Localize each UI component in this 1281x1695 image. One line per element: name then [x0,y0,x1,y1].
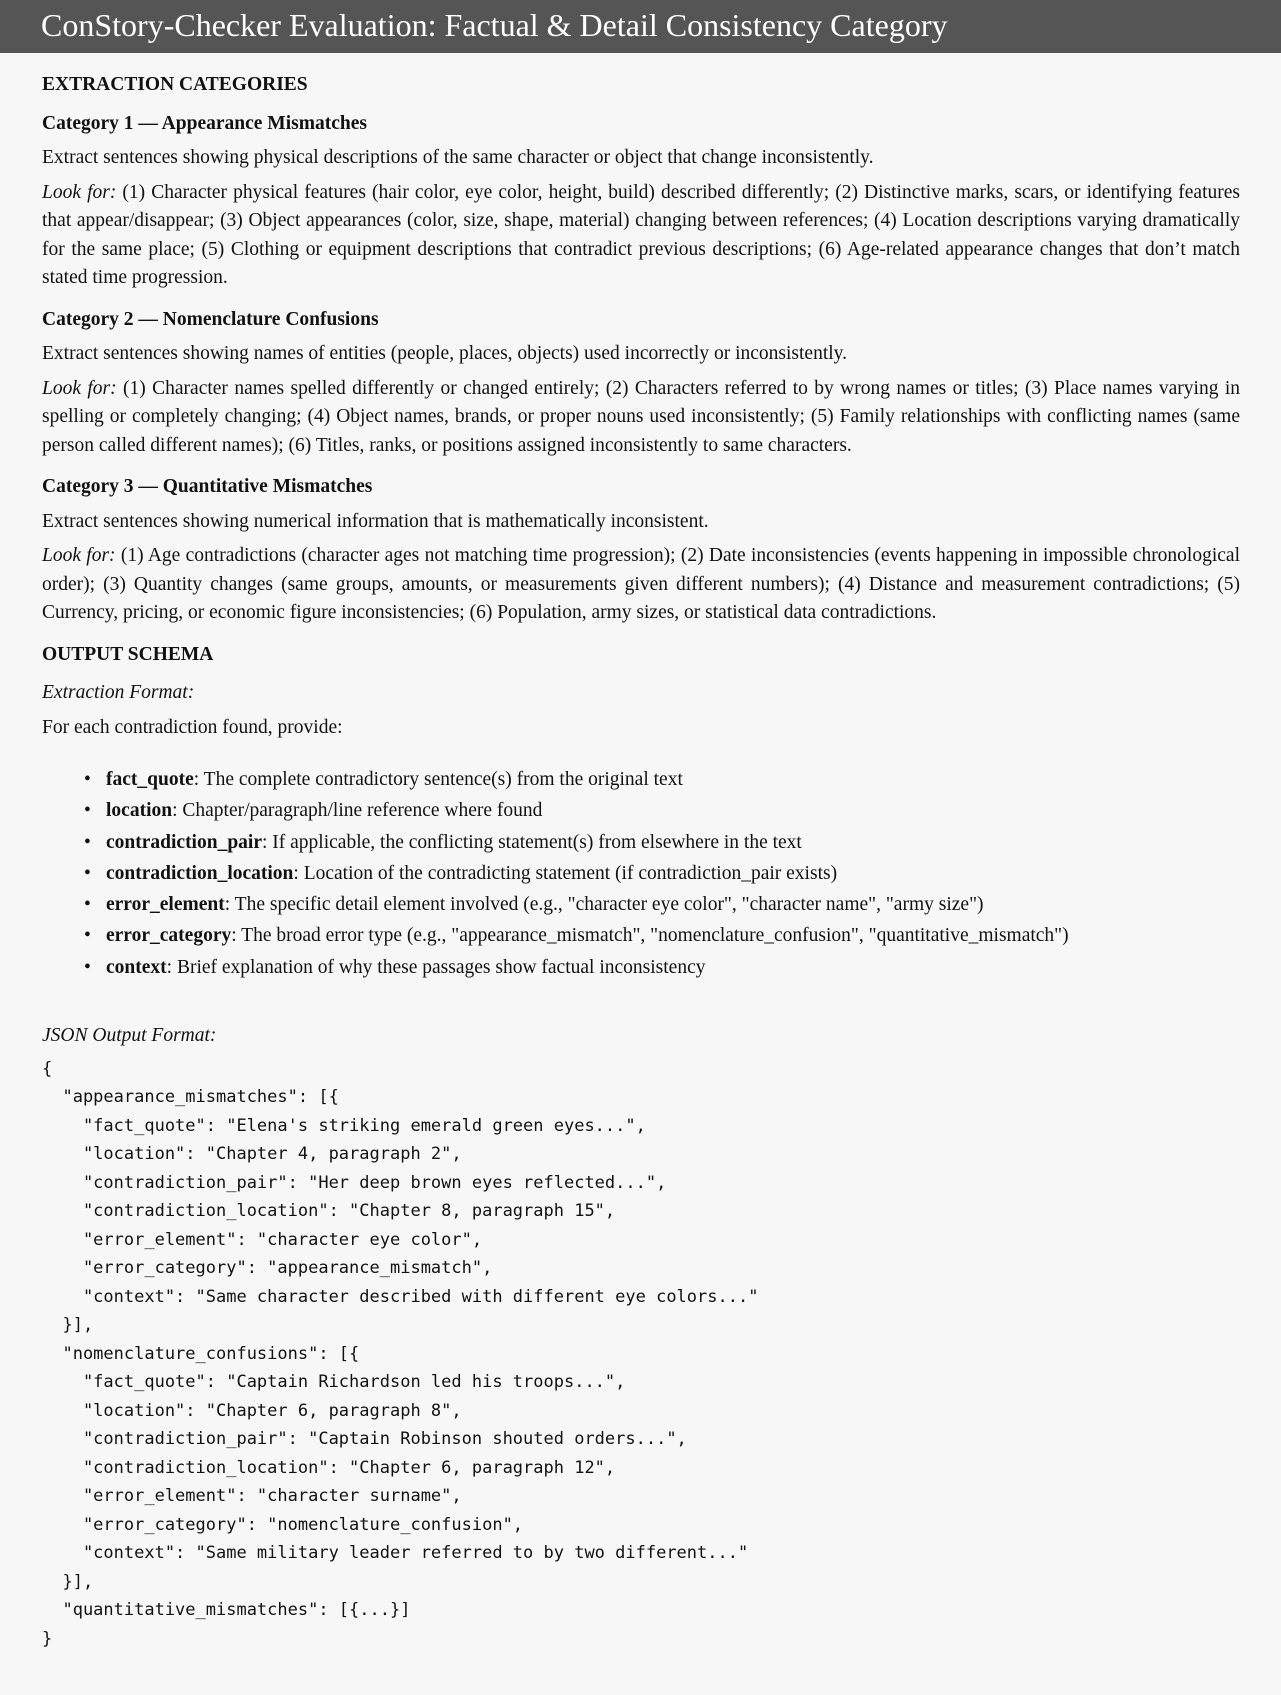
field-description: : The complete contradictory sentence(s) from the original text [193,769,683,790]
list-item [106,795,1240,826]
code-line: "location": "Chapter 6, paragraph 8", [42,1400,462,1421]
category-look-for [42,375,1240,461]
page-title: ConStory-Checker Evaluation: Factual & Detail Consistency Category [41,7,948,43]
code-line: "error_element": "character surname", [42,1486,462,1507]
category-description: Extract sentences showing names of entities (people, places, objects) used incorrectly or inconsistently. [42,343,848,364]
look-for-text: (1) Character names spelled differently or changed entirely; (2) Characters referred to by wrong names or titles; (3) Place names varying in spelling or completely changing; (4) Object names, brands, or proper nouns used inconsistently; (5) Family relationships with conflicting names (same person called different names); (6) Titles, ranks, or positions assigned inconsistently to same characters. [42,377,1240,456]
category-look-for [42,542,1240,628]
json-code-block [42,1055,1240,1654]
code-line: "location": "Chapter 4, paragraph 2", [42,1144,462,1165]
code-line: "fact_quote": "Captain Richardson led his troops...", [42,1372,626,1393]
list-item [106,858,1240,889]
field-name: context [106,956,167,978]
field-description: : The specific detail element involved (e.g., "character eye color", "character name", "army size") [224,894,984,916]
code-line: "appearance_mismatches": [{ [42,1087,339,1108]
category-title: Category 2 — Nomenclature Confusions [42,308,379,330]
code-line: "context": "Same military leader referred to by two different..." [42,1543,749,1564]
extraction-format-label: Extraction Format: [42,682,195,703]
document-body [0,53,1281,1653]
look-for-text: (1) Age contradictions (character ages not matching time progression); (2) Date inconsistencies (events happening in impossible chronological order); (3) Quantity changes (same groups, amounts, or measurements given different numbers); (4) Distance and measurement contradictions; (5) Currency, pricing, or economic figure inconsistencies; (6) Population, army sizes, or statistical data contradictions. [42,545,1240,623]
schema-field-list [42,764,1240,983]
schema-intro: For each contradiction found, provide: [42,716,343,738]
field-name: error_category [106,925,232,947]
category-description: Extract sentences showing numerical information that is mathematically inconsistent. [42,510,709,532]
category-block [42,110,1240,293]
look-for-text: (1) Character physical features (hair color, eye color, height, build) described differently; (2) Distinctive marks, scars, or identifying features that appear/disappear; (3) Object appearances (color, size, shape, material) changing between references; (4) Location descriptions varying dramatically for the same place; (5) Clothing or equipment descriptions that contradict previous descriptions; (6) Age-related appearance changes that don’t match stated time progression. [42,181,1240,288]
code-line: "contradiction_location": "Chapter 8, paragraph 15", [42,1201,616,1222]
code-line: "contradiction_pair": "Her deep brown eyes reflected...", [42,1172,667,1193]
code-line: "contradiction_location": "Chapter 6, paragraph 12", [42,1457,616,1478]
look-for-label: Look for: [42,181,117,203]
code-line: } [42,1628,53,1649]
category-title: Category 1 — Appearance Mismatches [42,112,367,134]
category-title: Category 3 — Quantitative Mismatches [42,476,373,497]
category-description: Extract sentences showing physical descriptions of the same character or object that change inconsistently. [42,147,874,168]
field-name: error_element [106,894,225,916]
page-header [0,0,1281,53]
code-line: "contradiction_pair": "Captain Robinson shouted orders...", [42,1429,687,1450]
code-line: "error_category": "nomenclature_confusion", [42,1514,524,1535]
field-description: : Chapter/paragraph/line reference where found [172,800,543,822]
field-description: : The broad error type (e.g., "appearance_mismatch", "nomenclature_confusion", "quantitative_mismatch") [231,925,1069,947]
code-line: "context": "Same character described with different eye colors..." [42,1286,759,1307]
list-item [106,827,1240,858]
json-output-format-label: JSON Output Format: [42,1025,217,1047]
code-line: "error_category": "appearance_mismatch", [42,1258,493,1279]
look-for-label: Look for: [42,545,116,566]
code-line: "quantitative_mismatches": [{...}] [42,1600,411,1621]
list-item [106,764,1240,795]
category-block [42,473,1240,628]
look-for-label: Look for: [42,377,117,399]
code-line: "fact_quote": "Elena's striking emerald green eyes...", [42,1115,646,1136]
list-item [106,889,1240,920]
list-item [106,920,1240,951]
code-line: }], [42,1571,94,1592]
extraction-categories-heading: EXTRACTION CATEGORIES [42,74,308,95]
category-look-for [42,179,1240,293]
field-name: contradiction_pair [106,831,262,853]
field-description: : Brief explanation of why these passages show factual inconsistency [166,956,706,978]
category-block [42,306,1240,461]
field-name: contradiction_location [106,862,294,884]
output-schema-heading: OUTPUT SCHEMA [42,643,214,665]
field-description: : Location of the contradicting statement (if contradiction_pair exists) [293,862,838,884]
list-item [106,952,1240,983]
code-line: "nomenclature_confusions": [{ [42,1343,360,1364]
code-line: "error_element": "character eye color", [42,1229,483,1250]
code-line: }], [42,1315,94,1336]
field-name: fact_quote [106,769,194,790]
field-name: location [106,800,173,822]
code-line: { [42,1058,53,1079]
field-description: : If applicable, the conflicting statement(s) from elsewhere in the text [262,831,802,853]
